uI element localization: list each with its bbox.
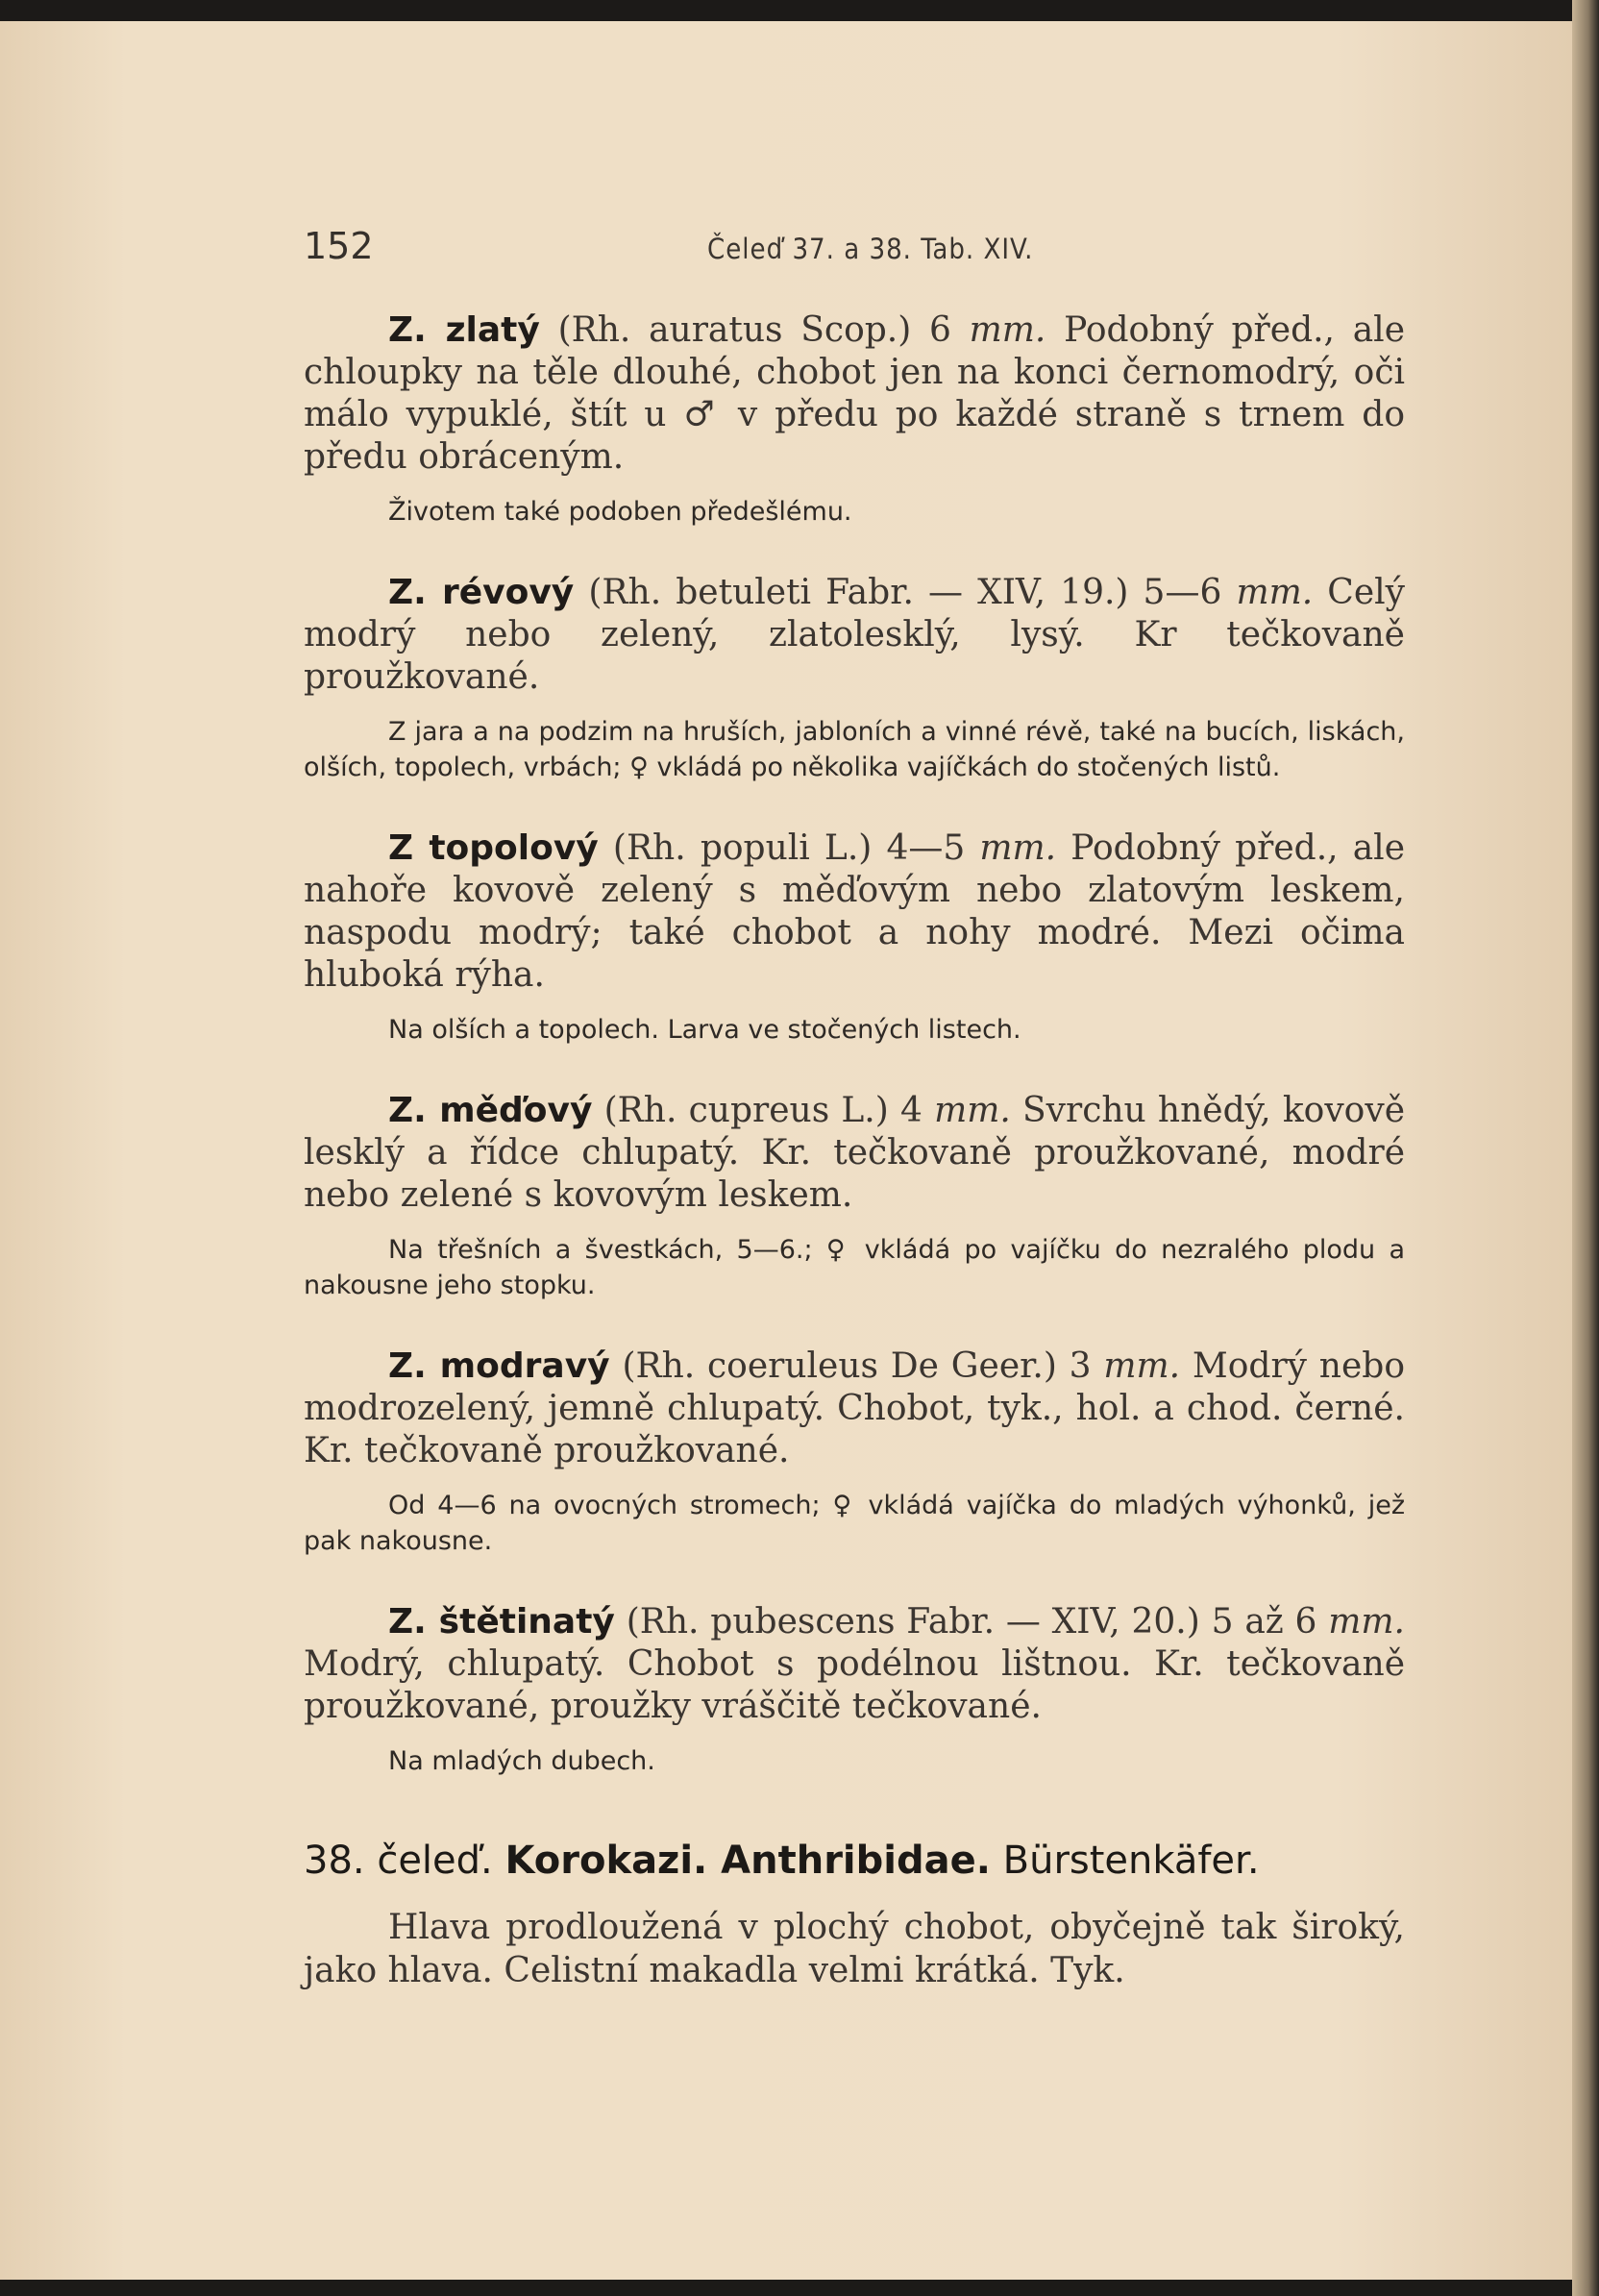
species-entry: [304, 1346, 1405, 1559]
species-entry: [304, 309, 1405, 530]
book-page: [0, 21, 1572, 2280]
species-note: Na třešních a švestkách, 5—6.; ♀ vkládá po vajíčku do nezralého plodu a nakousne jeho stopku.: [304, 1235, 1405, 1300]
species-entry: [304, 1601, 1405, 1779]
species-name: Z. zlatý: [388, 310, 540, 350]
species-description: Z. zlatý (Rh. auratus Scop.) 6 mm. Podobný před., ale chloupky na těle dlouhé, chobot jen na konci černomodrý, oči málo vypuklé, štít u ♂ v předu po každé straně s trnem do předu obráceným.: [304, 310, 1405, 477]
species-name: Z. révový: [388, 573, 575, 612]
species-name: Z. modravý: [388, 1346, 610, 1386]
species-note: Z jara a na podzim na hruších, jabloních a vinné révě, také na bucích, liskách, olších, topolech, vrbách; ♀ vkládá po několika vajíčkách do stočených listů.: [304, 717, 1405, 782]
species-description: Z. štětinatý (Rh. pubescens Fabr. — XIV, 20.) 5 až 6 mm. Modrý, chlupatý. Chobot s podélnou lištnou. Kr. tečkovaně proužkované, proužky vráščitě tečkované.: [304, 1602, 1405, 1726]
species-name: Z. měďový: [388, 1091, 593, 1130]
family-number: 38. čeleď.: [304, 1839, 493, 1883]
species-note: Životem také podoben předešlému.: [388, 497, 852, 527]
family-title-de: Bürstenkäfer.: [1002, 1839, 1260, 1883]
species-entry: [304, 827, 1405, 1048]
species-note: Na mladých dubech.: [388, 1746, 655, 1776]
page-header: [304, 225, 1409, 283]
species-name: Z. štětinatý: [388, 1602, 615, 1642]
family-description: Hlava prodloužená v plochý chobot, obyčejně tak široký, jako hlava. Celistní makadla velmi krátká. Tyk.: [304, 1908, 1405, 1990]
species-name: Z topolový: [388, 828, 599, 868]
species-note: Na olších a topolech. Larva ve stočených listech.: [388, 1015, 1021, 1045]
species-entry: [304, 1090, 1405, 1303]
book-spine-edge: [1572, 0, 1599, 2296]
running-title: Čeleď 37. a 38. Tab. XIV.: [707, 233, 1034, 265]
species-description: Z. modravý (Rh. coeruleus De Geer.) 3 mm. Modrý nebo modrozelený, jemně chlupatý. Chobot, tyk., hol. a chod. černé. Kr. tečkovaně proužkované.: [304, 1346, 1405, 1470]
species-note: Od 4—6 na ovocných stromech; ♀ vkládá vajíčka do mladých výhonků, jež pak nakousne.: [304, 1491, 1405, 1556]
family-heading: [304, 1839, 1405, 1883]
page-number: 152: [304, 225, 374, 267]
family-title-cz: Korokazi. Anthribidae.: [504, 1839, 991, 1883]
species-description: Z. révový (Rh. betuleti Fabr. — XIV, 19.) 5—6 mm. Celý modrý nebo zelený, zlatolesklý, lysý. Kr tečkovaně proužkované.: [304, 573, 1405, 697]
species-description: Z. měďový (Rh. cupreus L.) 4 mm. Svrchu hnědý, kovově lesklý a řídce chlupatý. Kr. tečkovaně proužkované, modré nebo zelené s kovovým leskem.: [304, 1091, 1405, 1215]
species-description: Z topolový (Rh. populi L.) 4—5 mm. Podobný před., ale nahoře kovově zelený s měďovým nebo zlatovým leskem, naspodu modrý; také chobot a nohy modré. Mezi očima hluboká rýha.: [304, 828, 1405, 995]
page-content: [304, 309, 1405, 1992]
species-entry: [304, 572, 1405, 785]
